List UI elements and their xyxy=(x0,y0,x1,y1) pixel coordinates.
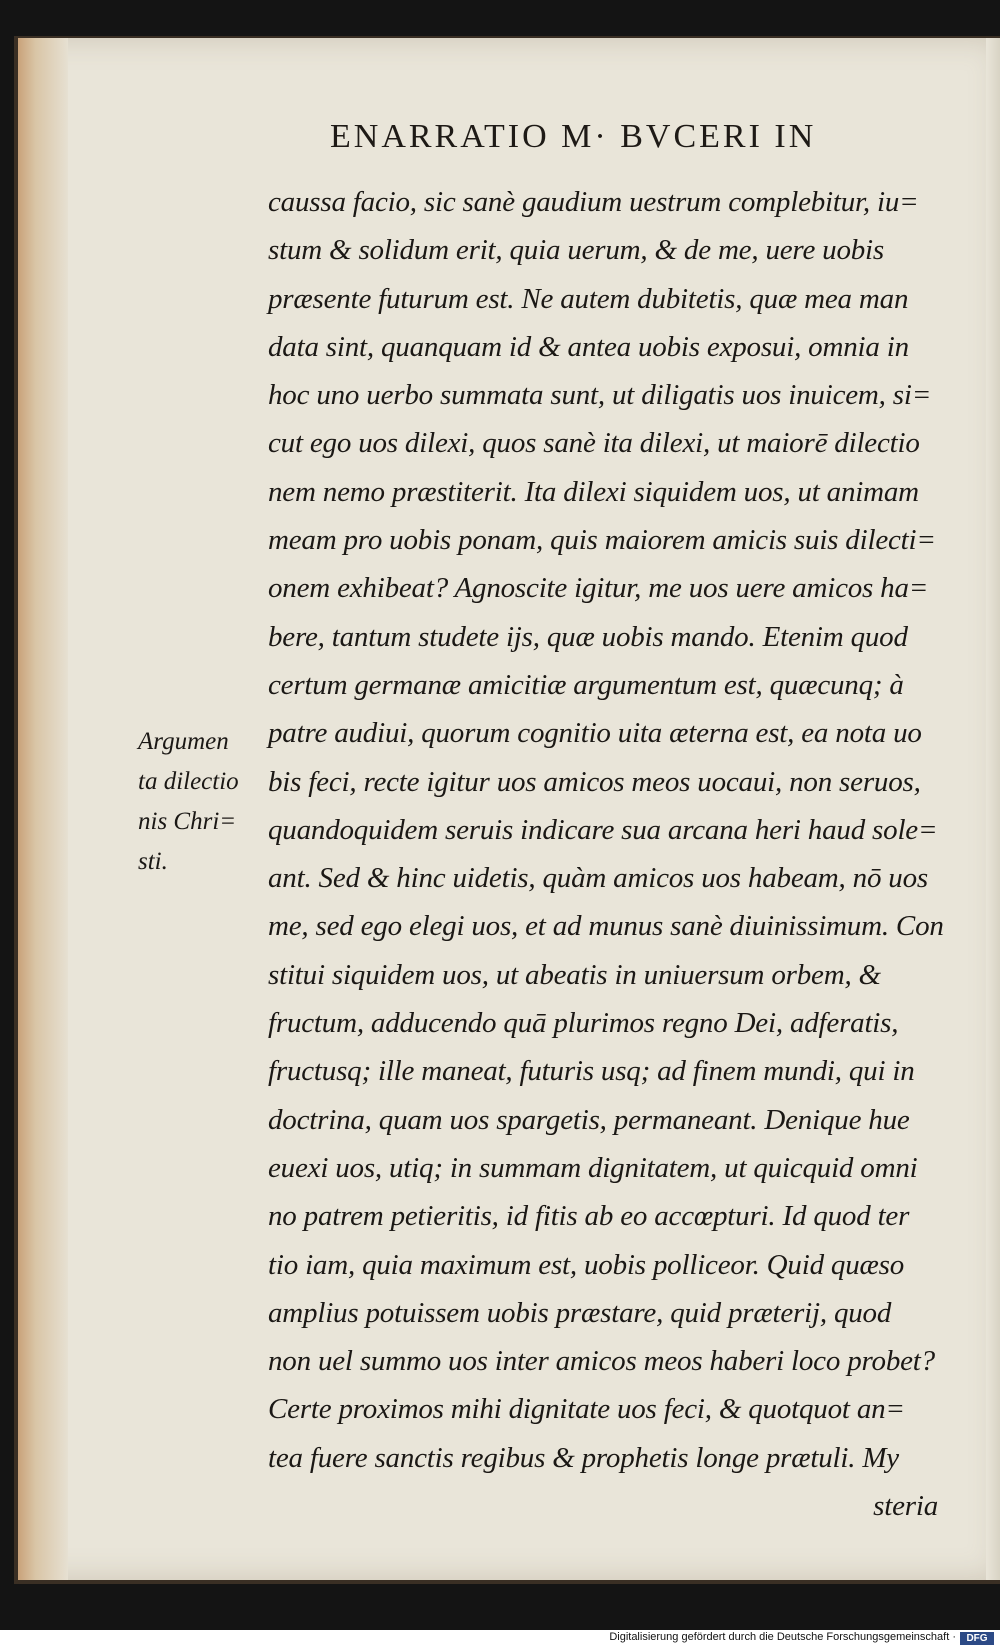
text-line: fructum, adducendo quā plurimos regno Dei, adferatis, xyxy=(268,1007,899,1040)
text-line: onem exhibeat? Agnoscite igitur, me uos uere amicos ha= xyxy=(268,572,929,605)
dfg-logo: DFG xyxy=(960,1632,994,1645)
text-line: ant. Sed & hinc uidetis, quàm amicos uos habeam, nō uos xyxy=(268,862,928,895)
text-line: Certe proximos mihi dignitate uos feci, & quotquot an= xyxy=(268,1393,905,1426)
text-line: tea fuere sanctis regibus & prophetis longe prætuli. My xyxy=(268,1441,899,1474)
text-line: stum & solidum erit, quia uerum, & de me, uere uobis xyxy=(268,234,885,267)
text-line: bere, tantum studete ijs, quæ uobis mando. Etenim quod xyxy=(268,620,908,653)
body-text xyxy=(268,178,968,1530)
margin-note-line: nis Chri= xyxy=(138,808,237,835)
text-line: doctrina, quam uos spargetis, permaneant. Denique hue xyxy=(268,1103,910,1136)
text-line: stitui siquidem uos, ut abeatis in uniuersum orbem, & xyxy=(268,958,881,991)
text-line: data sint, quanquam id & antea uobis exposui, omnia in xyxy=(268,330,909,363)
text-line: non uel summo uos inter amicos meos haberi loco probet? xyxy=(268,1345,935,1378)
page-fold xyxy=(986,38,1000,1580)
text-line: amplius potuissem uobis præstare, quid præterij, quod xyxy=(268,1296,892,1329)
text-line: no patrem petieritis, id fitis ab eo accœpturi. Id quod ter xyxy=(268,1200,910,1233)
catchword: steria xyxy=(873,1490,938,1523)
text-line: quandoquidem seruis indicare sua arcana heri haud sole= xyxy=(268,813,938,846)
text-line: nem nemo præstiterit. Ita dilexi siquidem uos, ut animam xyxy=(268,475,919,508)
running-header: ENARRATIO M· BVCERI IN xyxy=(330,118,817,155)
footer-credit: Digitalisierung gefördert durch die Deutsche Forschungsgemeinschaft · xyxy=(609,1631,956,1643)
text-line: præsente futurum est. Ne autem dubitetis, quæ mea man xyxy=(268,282,909,315)
text-line: me, sed ego elegi uos, et ad munus sanè diuinissimum. Con xyxy=(268,910,944,943)
text-line: patre audiui, quorum cognitio uita æterna est, ea nota uo xyxy=(268,717,922,750)
margin-note-line: ta dilectio xyxy=(138,768,239,795)
text-line: euexi uos, utiq; in summam dignitatem, ut quicquid omni xyxy=(268,1151,918,1184)
text-line: bis feci, recte igitur uos amicos meos uocaui, non seruos, xyxy=(268,765,921,798)
text-line: cut ego uos dilexi, quos sanè ita dilexi, ut maiorē dilectio xyxy=(268,427,920,460)
page-edge xyxy=(18,38,68,1580)
margin-note-line: Argumen xyxy=(138,728,229,755)
text-line: tio iam, quia maximum est, uobis polliceor. Quid quæso xyxy=(268,1248,905,1281)
text-line: meam pro uobis ponam, quis maiorem amicis suis dilecti= xyxy=(268,524,936,557)
text-line: caussa facio, sic sanè gaudium uestrum complebitur, iu= xyxy=(268,186,919,218)
text-line: certum germanæ amicitiæ argumentum est, quæcunq; à xyxy=(268,668,904,701)
text-line: fructusq; ille maneat, futuris usq; ad finem mundi, qui in xyxy=(268,1055,915,1088)
digitization-footer xyxy=(0,1630,1000,1648)
margin-note-line: sti. xyxy=(138,848,168,875)
text-line: hoc uno uerbo summata sunt, ut diligatis uos inuicem, si= xyxy=(268,379,932,412)
margin-note xyxy=(138,722,268,882)
